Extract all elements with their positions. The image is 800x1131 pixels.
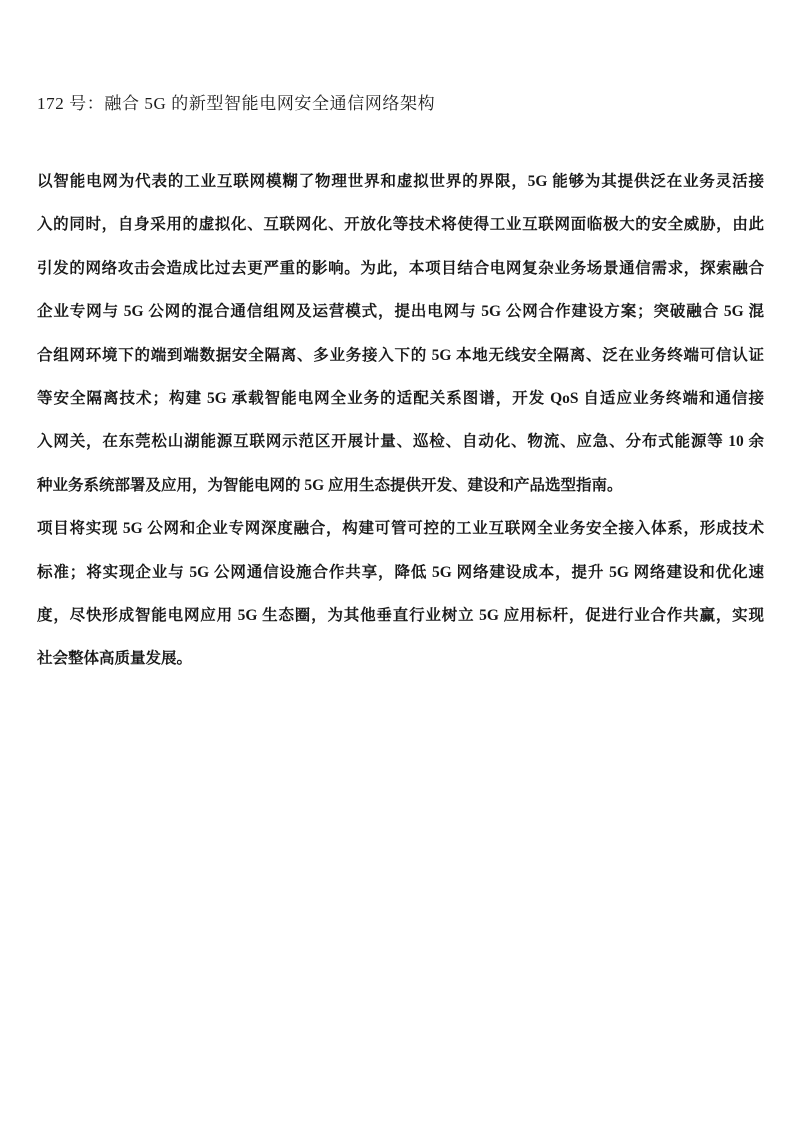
text-line: 度，尽快形成智能电网应用 5G 生态圈，为其他垂直行业树立 5G 应用标杆，促进行业合作共赢，实现	[37, 606, 764, 624]
document-body	[37, 160, 764, 681]
text-line: 项目将实现 5G 公网和企业专网深度融合，构建可管可控的工业互联网全业务安全接入体系，形成技术	[37, 520, 764, 538]
text-line: 企业专网与 5G 公网的混合通信组网及运营模式，提出电网与 5G 公网合作建设方案；突破融合 5G 混	[37, 303, 764, 321]
text-line: 种业务系统部署及应用，为智能电网的 5G 应用生态提供开发、建设和产品选型指南。	[37, 476, 623, 494]
text-line: 引发的网络攻击会造成比过去更严重的影响。为此，本项目结合电网复杂业务场景通信需求，探索融合	[37, 259, 764, 277]
text-line: 标准；将实现企业与 5G 公网通信设施合作共享，降低 5G 网络建设成本，提升 5G 网络建设和优化速	[37, 563, 764, 581]
text-line: 入网关，在东莞松山湖能源互联网示范区开展计量、巡检、自动化、物流、应急、分布式能源等 10 余	[37, 433, 764, 451]
document-title: 172 号：融合 5G 的新型智能电网安全通信网络架构	[37, 94, 436, 113]
text-line: 以智能电网为代表的工业互联网模糊了物理世界和虚拟世界的界限，5G 能够为其提供泛在业务灵活接	[37, 173, 764, 190]
text-line: 入的同时，自身采用的虚拟化、互联网化、开放化等技术将使得工业互联网面临极大的安全威胁，由此	[37, 216, 764, 234]
text-line: 社会整体高质量发展。	[37, 650, 193, 668]
text-line: 等安全隔离技术；构建 5G 承载智能电网全业务的适配关系图谱，开发 QoS 自适应业务终端和通信接	[37, 389, 764, 407]
text-line: 合组网环境下的端到端数据安全隔离、多业务接入下的 5G 本地无线安全隔离、泛在业务终端可信认证	[37, 346, 764, 364]
